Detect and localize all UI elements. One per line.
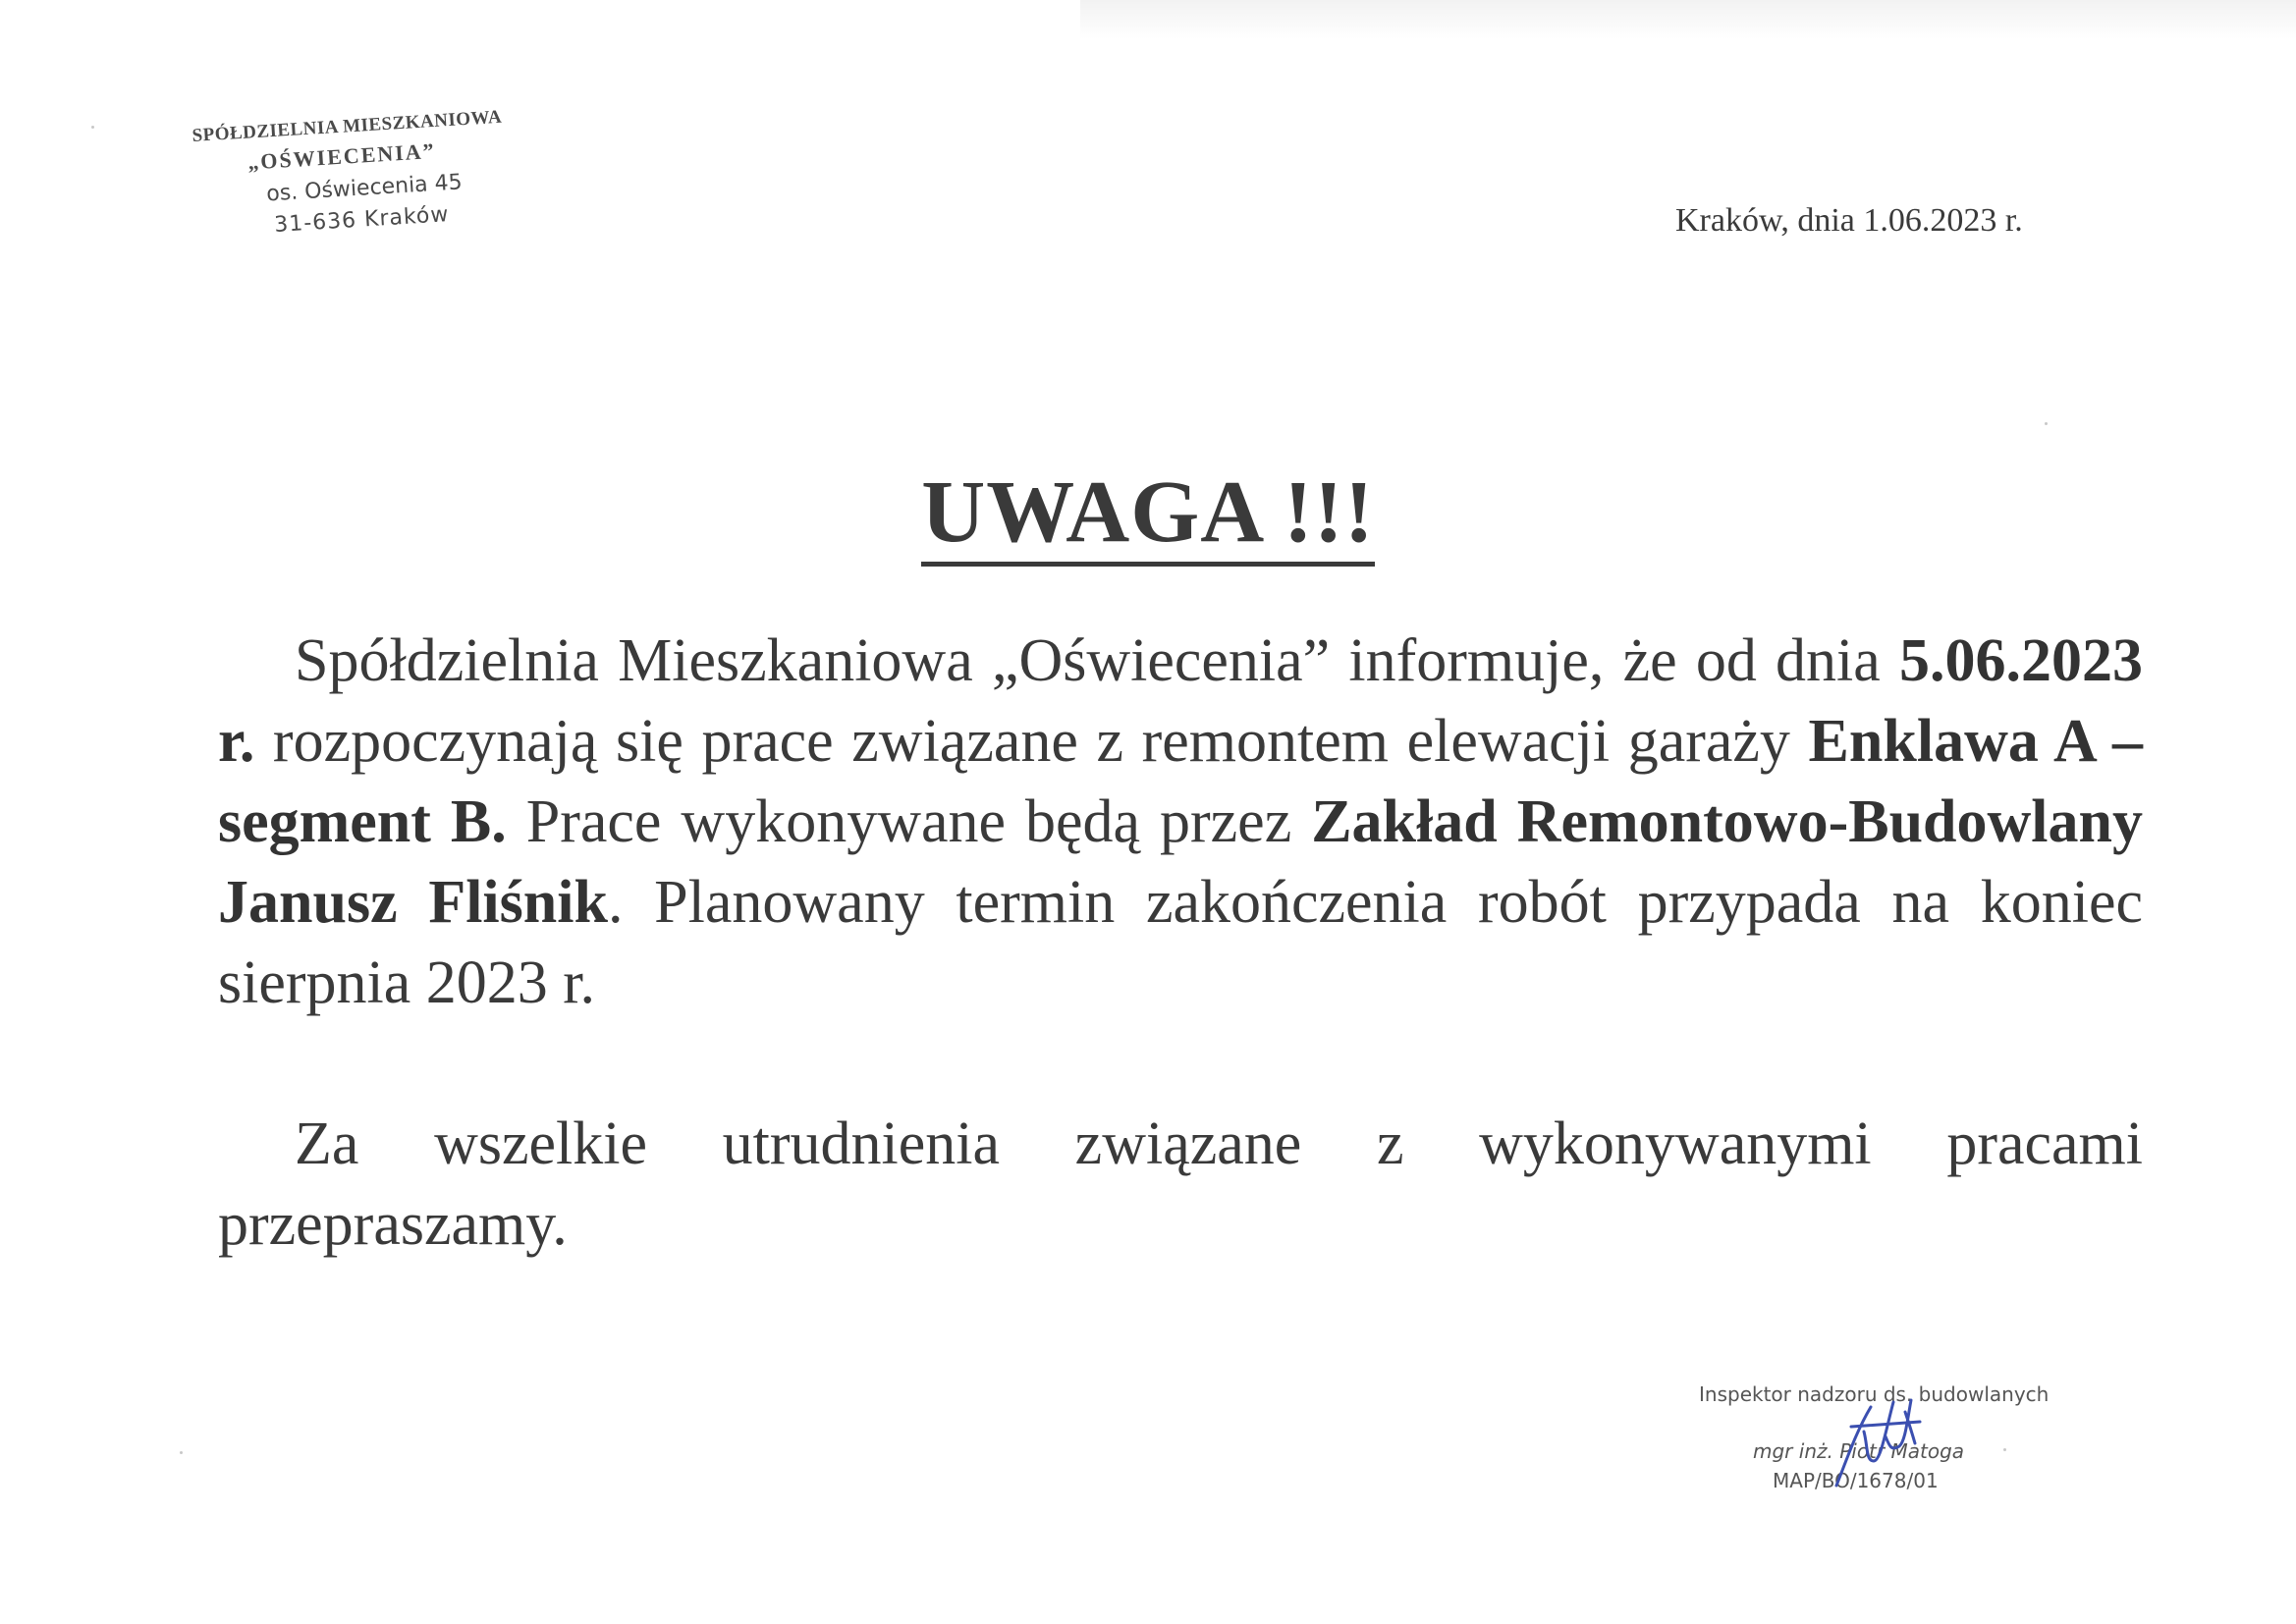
cooperative-stamp bbox=[191, 103, 572, 253]
p1-text-2: rozpoczynają się prace związane z remontem elewacji garaży bbox=[254, 708, 1809, 775]
p1-text-4: . Planowany termin zakończenia robót przypada na koniec sierpnia 2023 r. bbox=[218, 869, 2143, 1016]
scan-speck bbox=[2045, 422, 2048, 425]
signature-stamp-line-2: mgr inż. Piotr Matoga bbox=[1753, 1439, 1965, 1463]
signature-block bbox=[1669, 1375, 2102, 1522]
start-date: 5.06.2023 r. bbox=[218, 627, 2143, 775]
notice-title bbox=[0, 461, 2296, 567]
p1-text-3: Prace wykonywane będą przez bbox=[506, 788, 1312, 855]
scan-speck bbox=[180, 1451, 183, 1454]
scan-speck bbox=[2003, 1448, 2006, 1451]
contractor-name: Zakład Remontowo-Budowlany Janusz Fliśnik bbox=[218, 788, 2144, 936]
handwritten-signature-icon bbox=[1817, 1392, 1935, 1500]
p1-text-1: Spółdzielnia Mieszkaniowa „Oświecenia” informuje, że od dnia bbox=[295, 627, 1899, 694]
signature-stamp-line-1: Inspektor nadzoru ds. budowlanych bbox=[1699, 1382, 2050, 1406]
notice-paragraph-2: Za wszelkie utrudnienia związane z wykonywanymi pracami przepraszamy. bbox=[218, 1110, 2143, 1258]
notice-title-text: UWAGA !!! bbox=[921, 466, 1374, 567]
stamp-line-2: „OŚWIECENIA” bbox=[246, 137, 437, 175]
notice-body bbox=[218, 621, 2143, 1265]
document-date: Kraków, dnia 1.06.2023 r. bbox=[1675, 202, 2023, 239]
stamp-line-1: SPÓŁDZIELNIA MIESZKANIOWA bbox=[191, 106, 503, 146]
scan-speck bbox=[91, 126, 94, 129]
notice-paragraph-1 bbox=[218, 621, 2143, 1023]
location-name: Enklawa A – segment B. bbox=[218, 708, 2143, 855]
stamp-line-4: 31-636 Kraków bbox=[273, 202, 451, 239]
scan-shadow bbox=[1080, 0, 2296, 39]
stamp-line-3: os. Oświecenia 45 bbox=[265, 170, 464, 207]
signature-stamp-line-3: MAP/BO/1678/01 bbox=[1773, 1469, 1939, 1492]
